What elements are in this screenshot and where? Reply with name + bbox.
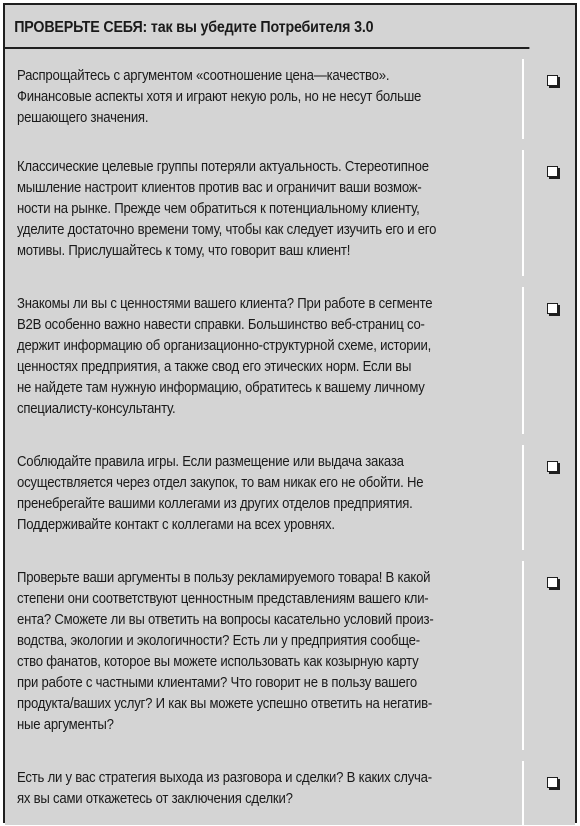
checklist-item-text: Распрощайтесь с аргументом «соотношение цена—качество». Финансовые аспекты хотя и играют некую роль, но не несут больше решающего значения.: [17, 68, 422, 126]
checklist-item: [5, 287, 575, 434]
checkbox[interactable]: [547, 75, 558, 86]
checkbox-cell: [522, 287, 575, 434]
checkbox[interactable]: [547, 303, 558, 314]
checklist-item-text: Знакомы ли вы с ценностями вашего клиента? При работе в сегменте B2B особенно важно навести справки. Большинство веб-страниц со- держит информацию об организационно-структурной схеме, истории, ценностях предприятия, а также свод его этических норм. Если вы не найдете там нужную информацию, обратитесь к вашему личному специалисту-консультанту.: [17, 296, 433, 417]
checkbox-cell: [522, 561, 575, 750]
checkbox[interactable]: [547, 777, 558, 788]
checklist-title: ПРОВЕРЬТЕ СЕБЯ: так вы убедите Потребителя 3.0: [5, 5, 529, 49]
checkbox-cell: [522, 59, 575, 139]
checkbox-cell: [522, 761, 575, 825]
checklist-item: [5, 561, 575, 750]
checkbox[interactable]: [547, 166, 558, 177]
checklist-item: [5, 150, 575, 276]
checklist-item-text: Есть ли у вас стратегия выхода из разговора и сделки? В каких случа- ях вы сами откажетесь от заключения сделки?: [17, 770, 432, 807]
checklist-item-text: Соблюдайте правила игры. Если размещение или выдача заказа осуществляется через отдел закупок, то вам никак его не обойти. Не пренебрегайте вашими коллегами из других отделов предприятия. Поддерживайте контакт с коллегами на всех уровнях.: [17, 454, 424, 533]
checklist-item: [5, 445, 575, 550]
checklist-item: [5, 59, 575, 139]
self-check-checklist: [3, 3, 577, 823]
checklist-item-text: Классические целевые группы потеряли актуальность. Стереотипное мышление настроит клиентов против вас и ограничит ваши возмож- ности на рынке. Прежде чем обратиться к потенциальному клиенту, уделите достаточно времени тому, чтобы как следует изучить его и его мотивы. Прислушайтесь к тому, что говорит ваш клиент!: [17, 159, 437, 259]
checkbox[interactable]: [547, 461, 558, 472]
checkbox-cell: [522, 445, 575, 550]
checklist-item-text: Проверьте ваши аргументы в пользу рекламируемого товара! В какой степени они соответствуют ценностным представлениям вашего кли- ента? Сможете ли вы ответить на вопросы касательно условий произ- водства, экологии и экологичности? Есть ли у предприятия сообще- ство фанатов, которое вы можете использовать как козырную карту при работе с частными клиентами? Что говорит не в пользу вашего продукта/ваших услуг? И как вы можете успешно ответить на негатив- ные аргументы?: [17, 570, 434, 733]
checkbox[interactable]: [547, 577, 558, 588]
checklist-item: [5, 761, 575, 825]
checkbox-cell: [522, 150, 575, 276]
